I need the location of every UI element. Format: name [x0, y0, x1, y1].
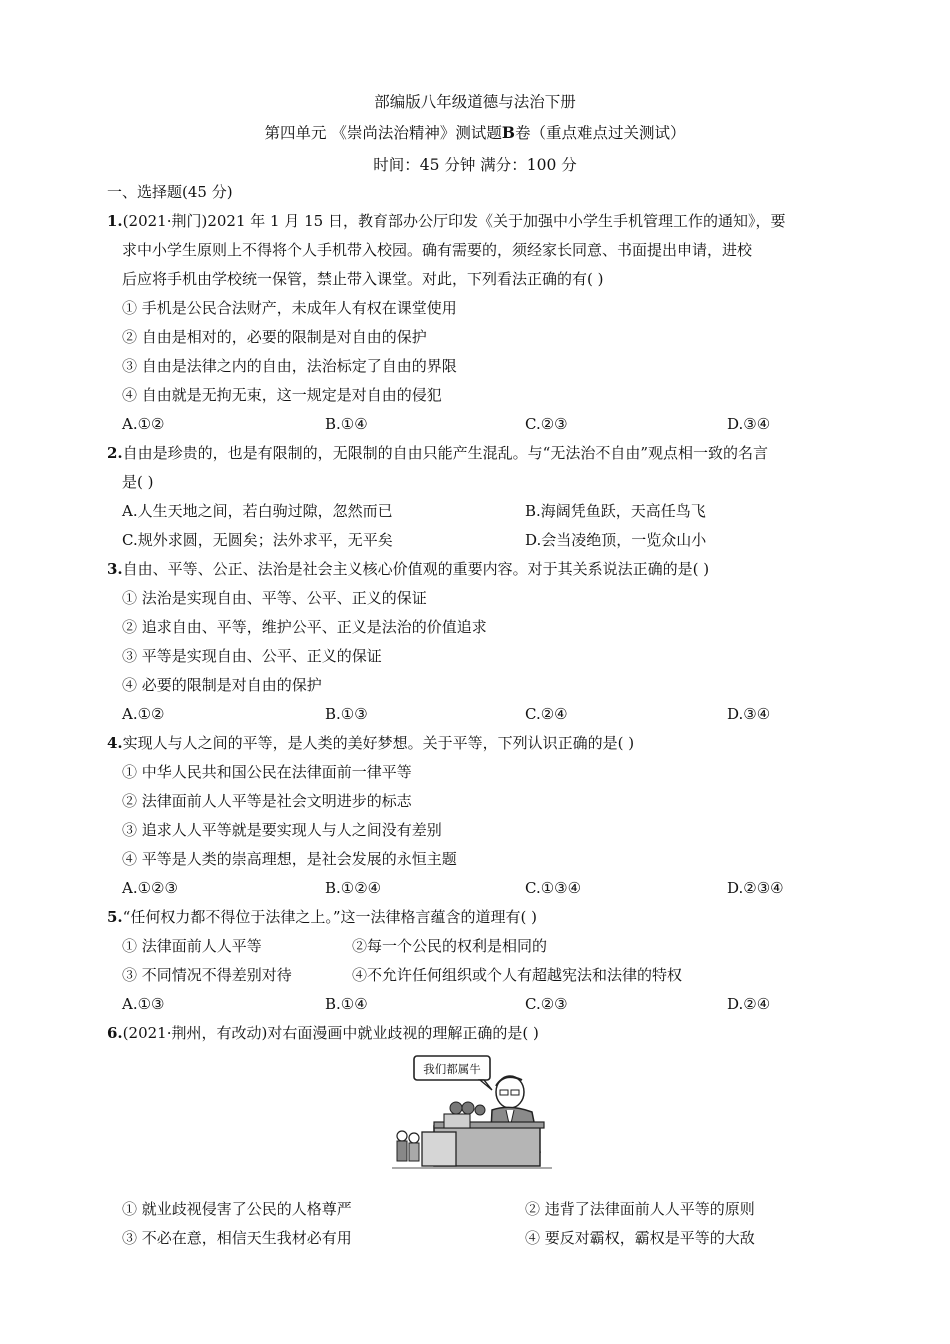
q5-statement-2: ②每一个公民的权利是相同的: [352, 937, 548, 955]
q1-option-a: A.①②: [122, 415, 165, 433]
q4-option-d: D.②③④: [727, 879, 784, 897]
q3-option-c: C.②④: [525, 705, 568, 723]
q4-statement-1: ① 中华人民共和国公民在法律面前一律平等: [122, 763, 412, 781]
q6-number: 6.: [107, 1024, 123, 1042]
q2-text-1: 自由是珍贵的，也是有限制的，无限制的自由只能产生混乱。与“无法治不自由”观点相一致的名言: [122, 444, 769, 462]
q5-number: 5.: [107, 908, 123, 926]
q2-option-b: B.海阔凭鱼跃，天高任鸟飞: [525, 502, 706, 520]
q1-number: 1.: [107, 212, 123, 230]
q5-option-d: D.②④: [727, 995, 771, 1013]
q2-line1: [107, 443, 768, 463]
q6-statement-4: ④ 要反对霸权，霸权是平等的大敌: [525, 1229, 755, 1247]
q4-statement-4: ④ 平等是人类的崇高理想，是社会发展的永恒主题: [122, 850, 457, 868]
q6-statement-2: ② 违背了法律面前人人平等的原则: [525, 1200, 755, 1218]
q1-line3: 后应将手机由学校统一保管，禁止带入课堂。对此，下列看法正确的有( ): [122, 270, 604, 288]
q4-text-1: 实现人与人之间的平等，是人类的美好梦想。关于平等，下列认识正确的是( ): [122, 734, 635, 752]
q2-number: 2.: [107, 444, 123, 462]
q2-option-d: D.会当凌绝顶，一览众山小: [525, 531, 707, 549]
q3-option-b: B.①③: [325, 705, 368, 723]
subtitle-part-b: B: [501, 123, 516, 142]
q5-text-1: “任何权力都不得位于法律之上。”这一法律格言蕴含的道理有( ): [122, 908, 537, 926]
q1-line2: 求中小学生原则上不得将个人手机带入校园。确有需要的，须经家长同意、书面提出申请，进校: [122, 241, 753, 259]
discrimination-cartoon: [392, 1052, 552, 1176]
q4-statement-2: ② 法律面前人人平等是社会文明进步的标志: [122, 792, 412, 810]
q5-statement-1: ① 法律面前人人平等: [122, 937, 262, 955]
q3-statement-4: ④ 必要的限制是对自由的保护: [122, 676, 322, 694]
q5-statement-3: ③ 不同情况不得差别对待: [122, 966, 292, 984]
q3-line1: [107, 559, 709, 579]
q5-option-b: B.①④: [325, 995, 368, 1013]
subtitle-part-a: 第四单元 《崇尚法治精神》测试题: [264, 124, 502, 142]
q2-option-a: A.人生天地之间，若白驹过隙，忽然而已: [122, 502, 393, 520]
q1-line1: [107, 211, 785, 231]
q3-number: 3.: [107, 560, 123, 578]
section-heading: 一、选择题(45 分): [107, 183, 233, 201]
q6-statement-1: ① 就业歧视侵害了公民的人格尊严: [122, 1200, 352, 1218]
q3-statement-1: ① 法治是实现自由、平等、公平、正义的保证: [122, 589, 427, 607]
q4-statement-3: ③ 追求人人平等就是要实现人与人之间没有差别: [122, 821, 442, 839]
cartoon-bubble-text: 我们都属牛: [423, 1062, 481, 1076]
q1-statement-1: ① 手机是公民合法财产，未成年人有权在课堂使用: [122, 299, 457, 317]
q3-statement-2: ② 追求自由、平等，维护公平、正义是法治的价值追求: [122, 618, 487, 636]
q5-option-a: A.①③: [122, 995, 165, 1013]
q4-option-b: B.①②④: [325, 879, 382, 897]
q6-text-1: (2021·荆州，有改动)对右面漫画中就业歧视的理解正确的是( ): [122, 1024, 539, 1042]
q1-option-b: B.①④: [325, 415, 368, 433]
q4-line1: [107, 733, 634, 753]
doc-subtitle: [0, 121, 950, 143]
q3-option-a: A.①②: [122, 705, 165, 723]
q3-option-d: D.③④: [727, 705, 771, 723]
subtitle-part-c: 卷（重点难点过关测试）: [515, 124, 686, 142]
doc-time-score: 时间：45 分钟 满分：100 分: [373, 156, 577, 174]
q1-option-c: C.②③: [525, 415, 568, 433]
q5-line1: [107, 907, 537, 927]
q1-text-1: (2021·荆门)2021 年 1 月 15 日，教育部办公厅印发《关于加强中小学生手机管理工作的通知》，要: [122, 212, 786, 230]
q1-option-d: D.③④: [727, 415, 771, 433]
q4-option-c: C.①③④: [525, 879, 582, 897]
q4-number: 4.: [107, 734, 123, 752]
doc-title: 部编版八年级道德与法治下册: [374, 93, 576, 111]
q6-statement-3: ③ 不必在意，相信天生我材必有用: [122, 1229, 352, 1247]
q5-option-c: C.②③: [525, 995, 568, 1013]
q2-option-c: C.规外求圆，无圆矣；法外求平，无平矣: [122, 531, 393, 549]
q1-statement-4: ④ 自由就是无拘无束，这一规定是对自由的侵犯: [122, 386, 442, 404]
q2-line2: 是( ): [122, 473, 154, 491]
q3-text-1: 自由、平等、公正、法治是社会主义核心价值观的重要内容。对于其关系说法正确的是( ): [122, 560, 710, 578]
q4-option-a: A.①②③: [122, 879, 178, 897]
q5-statement-4: ④不允许任何组织或个人有超越宪法和法律的特权: [352, 966, 683, 984]
q3-statement-3: ③ 平等是实现自由、公平、正义的保证: [122, 647, 382, 665]
q1-statement-3: ③ 自由是法律之内的自由，法治标定了自由的界限: [122, 357, 457, 375]
q6-line1: [107, 1023, 539, 1043]
q1-statement-2: ② 自由是相对的，必要的限制是对自由的保护: [122, 328, 427, 346]
